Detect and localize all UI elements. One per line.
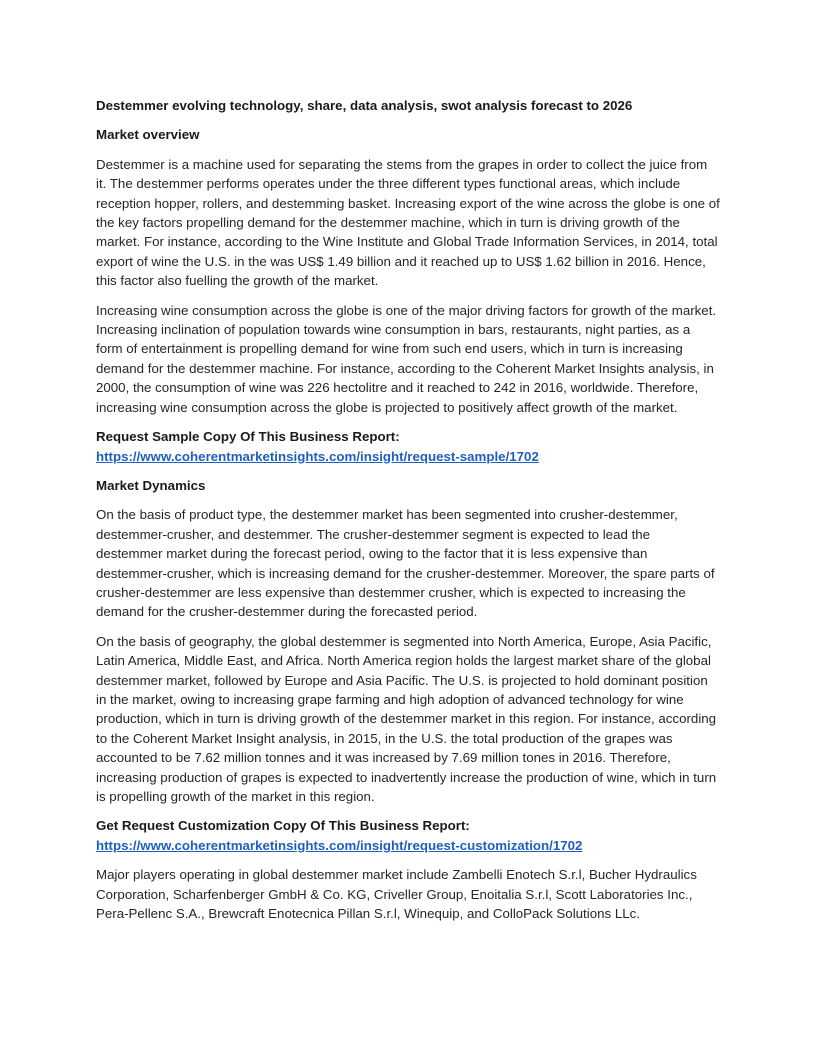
sample-request-link[interactable]: https://www.coherentmarketinsights.com/insight/request-sample/1702 xyxy=(96,448,539,464)
document-page xyxy=(96,96,720,933)
customization-request-block xyxy=(96,816,720,855)
document-title: Destemmer evolving technology, share, data analysis, swot analysis forecast to 2026 xyxy=(96,98,633,113)
paragraph-dynamics-2: On the basis of geography, the global destemmer is segmented into North America, Europe, Asia Pacific, Latin America, Middle East, and Africa. North America region holds the largest market share of the global destemmer market, followed by Europe and Asia Pacific. The U.S. is projected to hold dominant position in the market, owing to increasing grape farming and high adoption of advanced technology for wine production, which in turn is driving growth of the destemmer market in this region. For instance, according to the Coherent Market Insight analysis, in 2015, in the U.S. the total production of the grapes was accounted to be 7.62 million tonnes and it was increased by 7.69 million tones in 2016. Therefore, increasing production of grapes is expected to inadvertently increase the production of wine, which in turn is propelling growth of the market in this region. xyxy=(96,633,717,804)
sample-request-label: Request Sample Copy Of This Business Report: xyxy=(96,429,400,445)
customization-request-label: Get Request Customization Copy Of This Business Report: xyxy=(96,818,470,834)
paragraph-dynamics-1: On the basis of product type, the destemmer market has been segmented into crusher-destemmer, destemmer-crusher, and destemmer. The crusher-destemmer segment is expected to lead the destemmer market during the forecast period, owing to the factor that it is less expensive than destemmer-crusher, which is increasing demand for the crusher-destemmer. Moreover, the spare parts of crusher-destemmer are less expensive than destemmer crusher, which is expected to increasing the demand for the crusher-destemmer during the forecasted period. xyxy=(96,507,715,620)
section-heading-market-overview: Market overview xyxy=(96,127,200,143)
paragraph-overview-1: Destemmer is a machine used for separating the stems from the grapes in order to collect the juice from it. The destemmer performs operates under the three different types functional areas, which include reception hopper, rollers, and destemming basket. Increasing export of the wine across the globe is one of the key factors propelling demand for the destemmer machine, which in turn is driving growth of the market. For instance, according to the Wine Institute and Global Trade Information Services, in 2014, total export of wine the U.S. in the was US$ 1.49 billion and it reached up to US$ 1.62 billion in 2016. Hence, this factor also fuelling the growth of the market. xyxy=(96,156,720,289)
customization-request-link[interactable]: https://www.coherentmarketinsights.com/insight/request-customization/1702 xyxy=(96,837,583,853)
paragraph-major-players: Major players operating in global destemmer market include Zambelli Enotech S.r.l, Bucher Hydraulics Corporation, Scharfenberger GmbH & Co. KG, Criveller Group, Enoitalia S.r.l, Scott Laboratories Inc., Pera-Pellenc S.A., Brewcraft Enotecnica Pillan S.r.l, Winequip, and ColloPack Solutions LLc. xyxy=(96,867,697,922)
paragraph-overview-2: Increasing wine consumption across the globe is one of the major driving factors for growth of the market. Increasing inclination of population towards wine consumption in bars, restaurants, night parties, as a form of entertainment is propelling demand for wine from such end users, which in turn is increasing demand for the destemmer machine. For instance, according to the Coherent Market Insights analysis, in 2000, the consumption of wine was 226 hectolitre and it reached to 242 in 2016, worldwide. Therefore, increasing wine consumption across the globe is projected to positively affect growth of the market. xyxy=(96,302,717,415)
sample-request-block xyxy=(96,427,720,466)
section-heading-market-dynamics: Market Dynamics xyxy=(96,477,206,493)
